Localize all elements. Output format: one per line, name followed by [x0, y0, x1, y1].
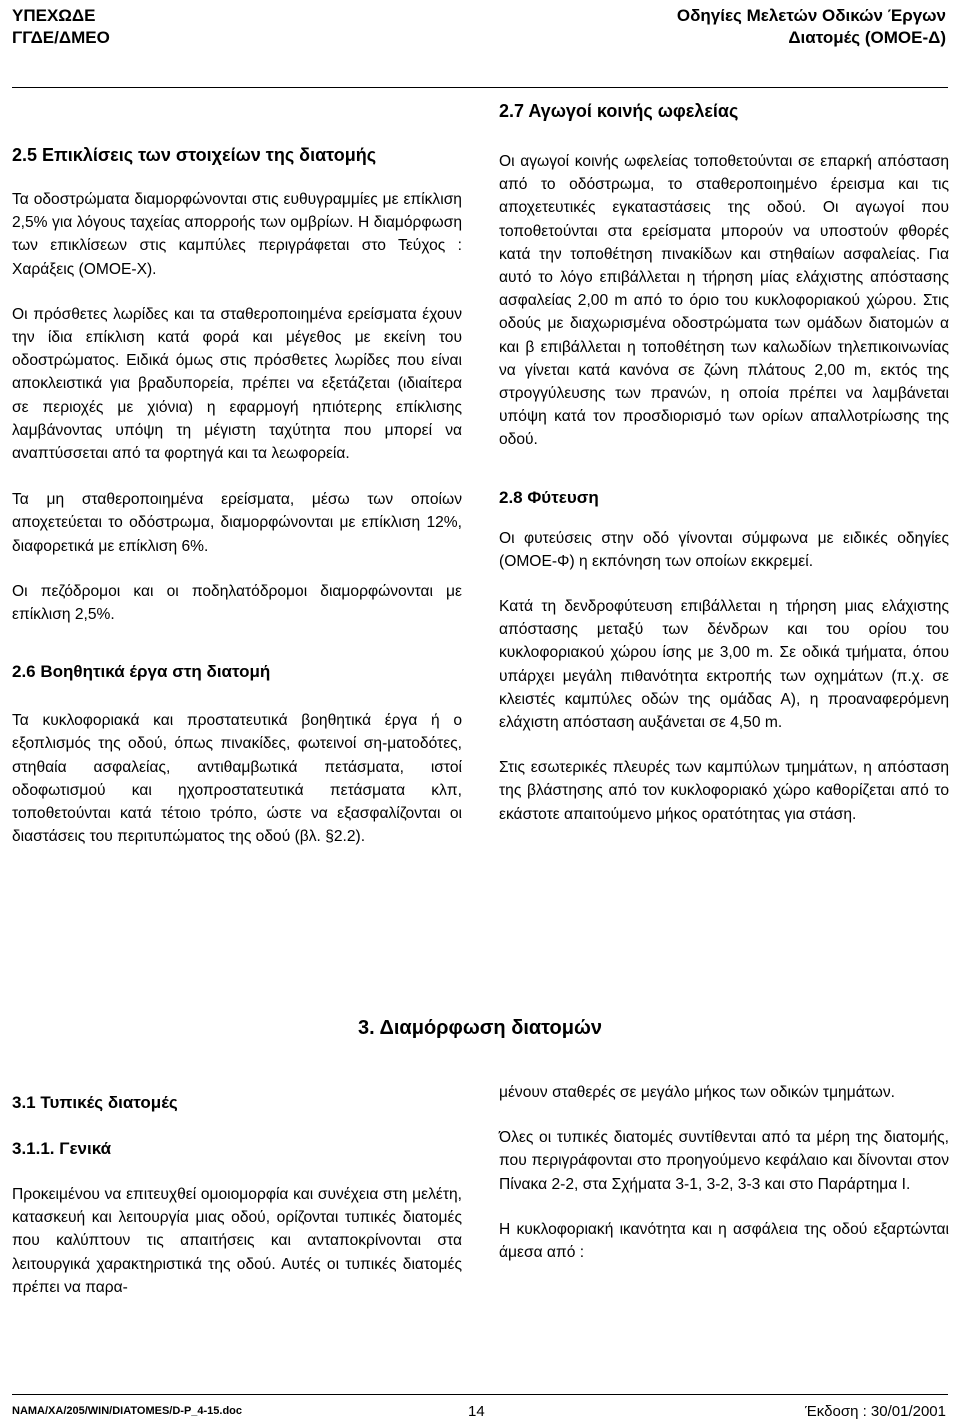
left-column — [12, 143, 462, 848]
footer-divider — [12, 1394, 948, 1395]
section-2-8-paragraph-1: Οι φυτεύσεις στην οδό γίνονται σύμφωνα με ειδικές οδηγίες (ΟΜΟΕ-Φ) η εκπόνηση των οποίων εκκρεμεί. — [499, 529, 949, 570]
header-department: ΓΓΔΕ/ΔΜΕΟ — [12, 28, 110, 47]
header-ministry: ΥΠΕΧΩΔΕ — [12, 6, 96, 25]
footer-page-number: 14 — [468, 1403, 485, 1420]
header-doc-title: Οδηγίες Μελετών Οδικών Έργων — [676, 6, 946, 25]
section-2-5-paragraph-3: Τα μη σταθεροποιημένα ερείσματα, μέσω των οποίων αποχετεύεται το οδόστρωμα, διαμορφώνονται με επίκλιση 12%, διαφορετικά με επίκλιση 6%. — [12, 491, 462, 555]
bottom-right-column — [499, 1081, 949, 1264]
section-2-8-paragraph-3: Στις εσωτερικές πλευρές των καμπύλων τμημάτων, η απόσταση της βλάστησης από τον κυκλοφοριακό χώρο καθορίζεται από το εκάστοτε απαιτούμενο μήκος ορατότητας για στάση. — [499, 759, 949, 823]
section-2-8-paragraph-2: Κατά τη δενδροφύτευση επιβάλλεται η τήρηση μιας ελάχιστης απόστασης μεταξύ των δένδρων και του ορίου του κυκλοφοριακού χώρου ίσης με 3,00 m. Σε οδικά τμήματα, όπου υπάρχει μεγάλη πιθανότητα εκτροπής των οχημάτων (π.χ. σε κλειστές καμπύλες οδών της ομάδας Α), η προαναφερόμενη ελάχιστη απόσταση αυξάνεται σε 4,50 m. — [499, 598, 949, 732]
section-3-1-title: 3.1 Τυπικές διατομές — [12, 1093, 178, 1112]
header-right — [677, 5, 946, 49]
bottom-left-column — [12, 1091, 462, 1299]
section-2-7-title: 2.7 Αγωγοί κοινής ωφελείας — [499, 101, 739, 121]
bottom-right-paragraph-3: Η κυκλοφοριακή ικανότητα και η ασφάλεια της οδού εξαρτώνται άμεσα από : — [499, 1220, 949, 1262]
section-2-5-paragraph-2: Οι πρόσθετες λωρίδες και τα σταθεροποιημένα ερείσματα έχουν την ίδια επίκλιση κατά φορά και μέγεθος με εκείνη του οδοστρώματος. Ειδικά όμως στις πρόσθετες λωρίδες που είναι αποκλειστικά για βραδυπορεία, πρέπει να εξετάζεται (ιδιαίτερα σε περιοχές με χιόνια) η εφαρμογή ηπιότερης επίκλισης λαμβάνοντας υπόψη τη μέγιστη ταχύτητα που μπορεί να αναπτύσσεται από τα φορτηγά και τα λεωφορεία. — [12, 305, 462, 463]
continuation-paragraph: μένουν σταθερές σε μεγάλο μήκος των οδικών τμημάτων. — [499, 1084, 895, 1101]
section-3-1-1-paragraph-1: Προκειμένου να επιτευχθεί ομοιομορφία και συνέχεια στη μελέτη, κατασκευή και λειτουργία μιας οδού, ορίζονται τυπικές διατομές που καλύπτουν τις απαιτήσεις και ανταποκρίνονται στα λειτουργικά χαρακτηριστικά της οδού. Αυτές οι τυπικές διατομές πρέπει να παρα- — [12, 1186, 462, 1296]
right-column — [499, 99, 949, 826]
header-divider — [12, 87, 948, 88]
section-2-8-title: 2.8 Φύτευση — [499, 487, 599, 507]
section-2-6-paragraph-1: Τα κυκλοφοριακά και προστατευτικά βοηθητικά έργα ή ο εξοπλισμός της οδού, όπως πινακίδες, φωτεινοί ση-ματοδότες, στηθαία ασφαλείας, αντιθαμβωτικά πετάσματα, ιστοί οδοφωτισμού και ηχοπροστατευτικά πετάσματα κλπ, τοποθετούνται κατά τέτοιο τρόπο, ώστε να εξασφαλίζονται οι διαστάσεις του περιτυπώματος της οδού (βλ. §2.2). — [12, 712, 462, 846]
section-2-5-title: 2.5 Επικλίσεις των στοιχείων της διατομής — [12, 145, 377, 165]
section-3-1-1-title: 3.1.1. Γενικά — [12, 1139, 112, 1158]
section-2-6-title: 2.6 Βοηθητικά έργα στη διατομή — [12, 662, 271, 682]
footer-file-path: ΝΑΜΑ/ΧΑ/205/WIN/DIATOMES/D-P_4-15.doc — [12, 1405, 243, 1417]
section-2-5-paragraph-4: Οι πεζόδρομοι και οι ποδηλατόδρομοι διαμορφώνονται με επίκλιση 2,5%. — [12, 582, 462, 624]
section-2-7-paragraph-1: Οι αγωγοί κοινής ωφελείας τοποθετούνται σε επαρκή απόσταση από το οδόστρωμα, το σταθεροποιημένο έρεισμα και τις αποχετευτικές εγκαταστάσεις της οδού. Οι αγωγοί που τοποθετούνται στα ερείσματα μπορούν να υποστούν φθορές κατά την τοποθέτηση πινακίδων και στηθαίων ασφαλείας. Για αυτό το λόγο επιβάλλεται η τήρηση μίας ελάχιστης απόστασης ασφαλείας 2,00 m από το όριο του κυκλοφοριακού χώρου. Στις οδούς με διαχωρισμένα οδοστρώματα των ομάδων διατομών α και β επιβάλλεται η τοποθέτηση των καλωδίων τηλεπικοινωνίας να γίνεται κατά κανόνα σε ζώνη πλάτους 2,00 m, εκτός της στρογγύλευσης των πρανών, η οποία πρέπει να λαμβάνεται υπόψη κατά τον προσδιορισμό των ορίων απαλλοτρίωσης της οδού. — [499, 153, 949, 449]
footer-edition: Έκδοση : 30/01/2001 — [805, 1403, 946, 1420]
header-doc-subtitle: Διατομές (ΟΜΟΕ-Δ) — [788, 28, 946, 47]
bottom-right-paragraph-2: Όλες οι τυπικές διατομές συντίθενται από τα μέρη της διατομής, που περιγράφονται στο προηγούμενο κεφάλαιο και δίνονται στον Πίνακα 2-2, στα Σχήματα 3-1, 3-2, 3-3 και στο Παράρτημα Ι. — [499, 1129, 949, 1193]
chapter-3-title: 3. Διαμόρφωση διατομών — [357, 1017, 603, 1039]
section-2-5-paragraph-1: Τα οδοστρώματα διαμορφώνονται στις ευθυγραμμίες με επίκλιση 2,5% για λόγους ταχείας απορροής των ομβρίων. Η διαμόρφωση των επικλίσεων στις καμπύλες περιγράφεται στο Τεύχος : Χαράξεις (ΟΜΟΕ-Χ). — [12, 191, 462, 278]
header-left — [12, 5, 110, 49]
